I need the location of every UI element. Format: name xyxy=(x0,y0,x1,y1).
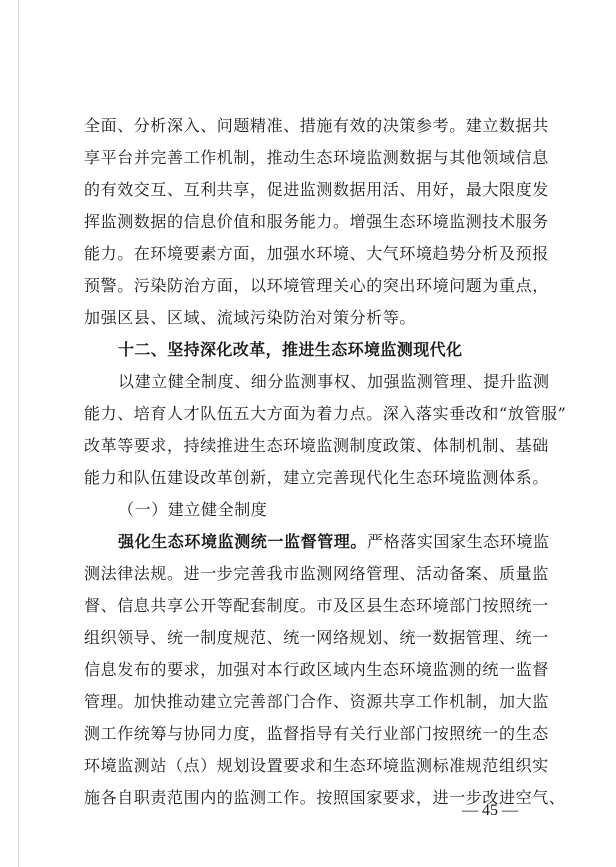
paragraph-line: 以建立健全制度、细分监测事权、加强监测管理、提升监测 xyxy=(118,372,550,391)
paragraph-line: 享平台并完善工作机制，推动生态环境监测数据与其他领域信息 xyxy=(84,148,549,167)
paragraph-line: 组织领导、统一制度规范、统一网络规划、统一数据管理、统一 xyxy=(84,628,549,647)
bold-lead-phrase: 强化生态环境监测统一监督管理。 xyxy=(118,532,368,551)
section-heading: 十二、坚持深化改革，推进生态环境监测现代化 xyxy=(118,340,463,359)
paragraph-line: 加强区县、区域、流域污染防治对策分析等。 xyxy=(84,308,417,327)
paragraph-line: 挥监测数据的信息价值和服务能力。增强生态环境监测技术服务 xyxy=(84,212,549,231)
paragraph-line: 测法律法规。进一步完善我市监测网络管理、活动备案、质量监 xyxy=(84,564,549,583)
paragraph-line: 测工作统筹与协同力度，监督指导有关行业部门按照统一的生态 xyxy=(84,724,549,743)
paragraph-line: 施各自职责范围内的监测工作。按照国家要求，进一步改进空气、 xyxy=(84,788,566,807)
page-number: — 45 — xyxy=(462,802,518,819)
paragraph-line: 能力。在环境要素方面，加强水环境、大气环境趋势分析及预报 xyxy=(84,244,549,263)
paragraph-line-rest: 严格落实国家生态环境监 xyxy=(367,532,550,551)
subsection-heading: （一）建立健全制度 xyxy=(118,500,268,519)
paragraph-line: 预警。污染防治方面，以环境管理关心的突出环境问题为重点， xyxy=(84,276,549,295)
paragraph-line: 能力、培育人才队伍五大方面为着力点。深入落实垂改和“放管服” xyxy=(84,404,567,423)
paragraph-line: 环境监测站（点）规划设置要求和生态环境监测标准规范组织实 xyxy=(84,756,549,775)
paragraph-line: 全面、分析深入、问题精准、措施有效的决策参考。建立数据共 xyxy=(84,116,549,135)
paragraph-line: 改革等要求，持续推进生态环境监测制度政策、体制机制、基础 xyxy=(84,436,549,455)
paragraph-line xyxy=(118,529,550,555)
page-edge-line xyxy=(18,0,19,867)
paragraph-line: 的有效交互、互利共享，促进监测数据用活、用好，最大限度发 xyxy=(84,180,549,199)
paragraph-line: 督、信息共享公开等配套制度。市及区县生态环境部门按照统一 xyxy=(84,596,549,615)
paragraph-line: 能力和队伍建设改革创新，建立完善现代化生态环境监测体系。 xyxy=(84,468,549,487)
paragraph-line: 信息发布的要求，加强对本行政区域内生态环境监测的统一监督 xyxy=(84,660,549,679)
paragraph-line: 管理。加快推动建立完善部门合作、资源共享工作机制，加大监 xyxy=(84,692,549,711)
